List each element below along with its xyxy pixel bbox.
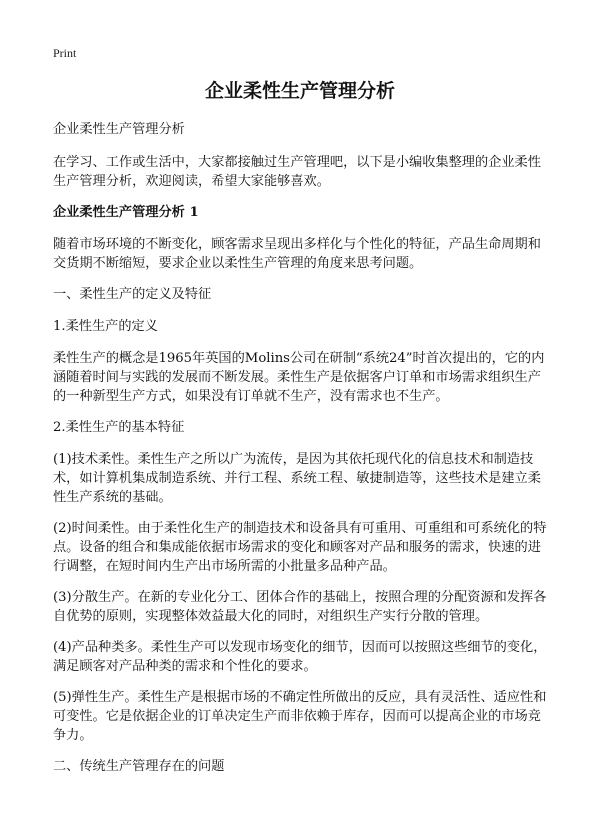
section1-heading: 企业柔性生产管理分析 1 [53,205,199,220]
section1-intro-paragraph: 随着市场环境的不断变化，顾客需求呈现出多样化与个性化的特征，产品生命周期和交货期不断缩短，要求企业以柔性生产管理的角度来思考问题。 [53,237,541,271]
feature4-paragraph: (4)产品种类多。柔性生产可以发现市场变化的细节，因而可以按照这些细节的变化，满足顾客对产品种类的需求和个性化的要求。 [53,640,547,674]
document-body [53,120,549,789]
subsection1-paragraph: 柔性生产的概念是1965年英国的Molins公司在研制“系统24”时首次提出的，它的内涵随着时间与实践的发展而不断发展。柔性生产是依据客户订单和市场需求组织生产的一种新型生产方式，如果没有订单就不生产，没有需求也不生产。 [53,351,545,404]
feature3-paragraph: (3)分散生产。在新的专业化分工、团体合作的基础上，按照合理的分配资源和发挥各自优势的原则，实现整体效益最大化的同时，对组织生产实行分散的管理。 [53,590,547,624]
feature1-paragraph: (1)技术柔性。柔性生产之所以广为流传，是因为其依托现代化的信息技术和制造技术，如计算机集成制造系统、并行工程、系统工程、敏捷制造等，这些技术是建立柔性生产系统的基础。 [53,452,541,505]
part2-heading: 二、传统生产管理存在的问题 [53,759,225,774]
subsection1-heading: 1.柔性生产的定义 [53,319,158,334]
document-title: 企业柔性生产管理分析 [204,80,395,102]
document-subtitle: 企业柔性生产管理分析 [53,122,185,137]
part1-heading: 一、柔性生产的定义及特征 [53,287,212,302]
intro-paragraph: 在学习、工作或生活中，大家都接触过生产管理吧，以下是小编收集整理的企业柔性生产管理分析，欢迎阅读，希望大家能够喜欢。 [53,155,541,189]
feature5-paragraph: (5)弹性生产。柔性生产是根据市场的不确定性所做出的反应，具有灵活性、适应性和可变性。它是依据企业的订单决定生产而非依赖于库存，因而可以提高企业的市场竞争力。 [53,690,547,743]
feature2-paragraph: (2)时间柔性。由于柔性化生产的制造技术和设备具有可重用、可重组和可系统化的特点。设备的组合和集成能依据市场需求的变化和顾客对产品和服务的需求，快速的进行调整，在短时间内生产出市场所需的小批量多品种产品。 [53,521,547,574]
print-label: Print [53,46,77,60]
subsection2-heading: 2.柔性生产的基本特征 [53,420,185,435]
